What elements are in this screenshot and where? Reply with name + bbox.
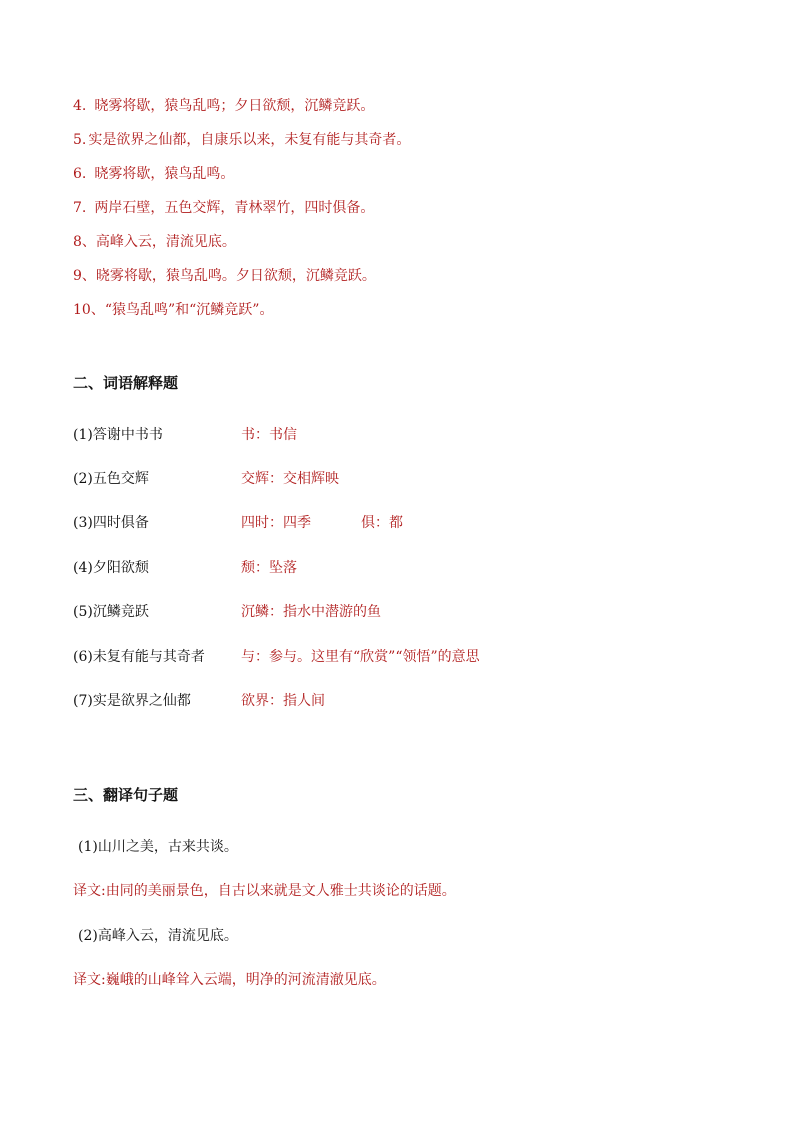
answer-text: 晓雾将歇，猿鸟乱鸣。 xyxy=(94,166,235,182)
answer-number: 4. xyxy=(73,98,87,114)
vocab-term: (5)沉鳞竞跃 xyxy=(73,604,149,620)
vocab-gloss: 交辉：交相辉映 xyxy=(241,471,339,487)
answer-text: 实是欲界之仙都，自康乐以来，未复有能与其奇者。 xyxy=(88,132,411,148)
answer-line xyxy=(73,97,374,115)
vocab-term: (3)四时俱备 xyxy=(73,515,149,531)
section-heading: 二、词语解释题 xyxy=(73,374,179,392)
answer-line xyxy=(73,301,273,319)
answer-line xyxy=(73,165,234,183)
answer-line xyxy=(73,233,236,251)
answer-text: 晓雾将歇，猿鸟乱鸣；夕日欲颓，沉鳞竞跃。 xyxy=(94,98,375,114)
section-heading: 三、翻译句子题 xyxy=(73,786,179,804)
answer-text: 高峰入云，清流见底。 xyxy=(95,234,236,250)
answer-line xyxy=(73,267,376,285)
vocab-term: (6)未复有能与其奇者 xyxy=(73,649,205,665)
vocab-gloss: 颓：坠落 xyxy=(241,560,297,576)
answer-line xyxy=(73,131,410,149)
vocab-gloss: 与：参与。这里有“欣赏”“领悟”的意思 xyxy=(241,649,480,665)
answer-number: 9、 xyxy=(73,268,96,284)
vocab-gloss: 沉鳞：指水中潜游的鱼 xyxy=(241,604,381,620)
translation-sentence: 译文:由同的美丽景色，自古以来就是文人雅士共谈论的话题。 xyxy=(73,883,456,899)
vocab-term: (1)答谢中书书 xyxy=(73,427,163,443)
answer-number: 5. xyxy=(73,132,87,148)
answer-line xyxy=(73,199,374,217)
source-sentence: (2)高峰入云，清流见底。 xyxy=(78,928,238,944)
source-sentence: (1)山川之美，古来共谈。 xyxy=(78,839,238,855)
answer-text: “猿鸟乱鸣”和“沉鳞竞跃”。 xyxy=(104,302,274,318)
vocab-gloss-secondary: 俱：都 xyxy=(361,515,403,531)
answer-text: 两岸石壁，五色交辉，青林翠竹，四时俱备。 xyxy=(94,200,375,216)
answer-number: 6. xyxy=(73,166,87,182)
vocab-term: (2)五色交辉 xyxy=(73,471,149,487)
answer-number: 8、 xyxy=(73,234,96,250)
vocab-gloss: 欲界：指人间 xyxy=(241,693,325,709)
vocab-gloss: 四时：四季 xyxy=(241,515,311,531)
translation-sentence: 译文:巍峨的山峰耸入云端，明净的河流清澈见底。 xyxy=(73,972,386,988)
answer-number: 10、 xyxy=(73,302,105,318)
answer-text: 晓雾将歇，猿鸟乱鸣。夕日欲颓，沉鳞竞跃。 xyxy=(95,268,376,284)
vocab-term: (4)夕阳欲颓 xyxy=(73,560,149,576)
answer-number: 7. xyxy=(73,200,87,216)
vocab-term: (7)实是欲界之仙都 xyxy=(73,693,191,709)
vocab-gloss: 书：书信 xyxy=(241,427,297,443)
